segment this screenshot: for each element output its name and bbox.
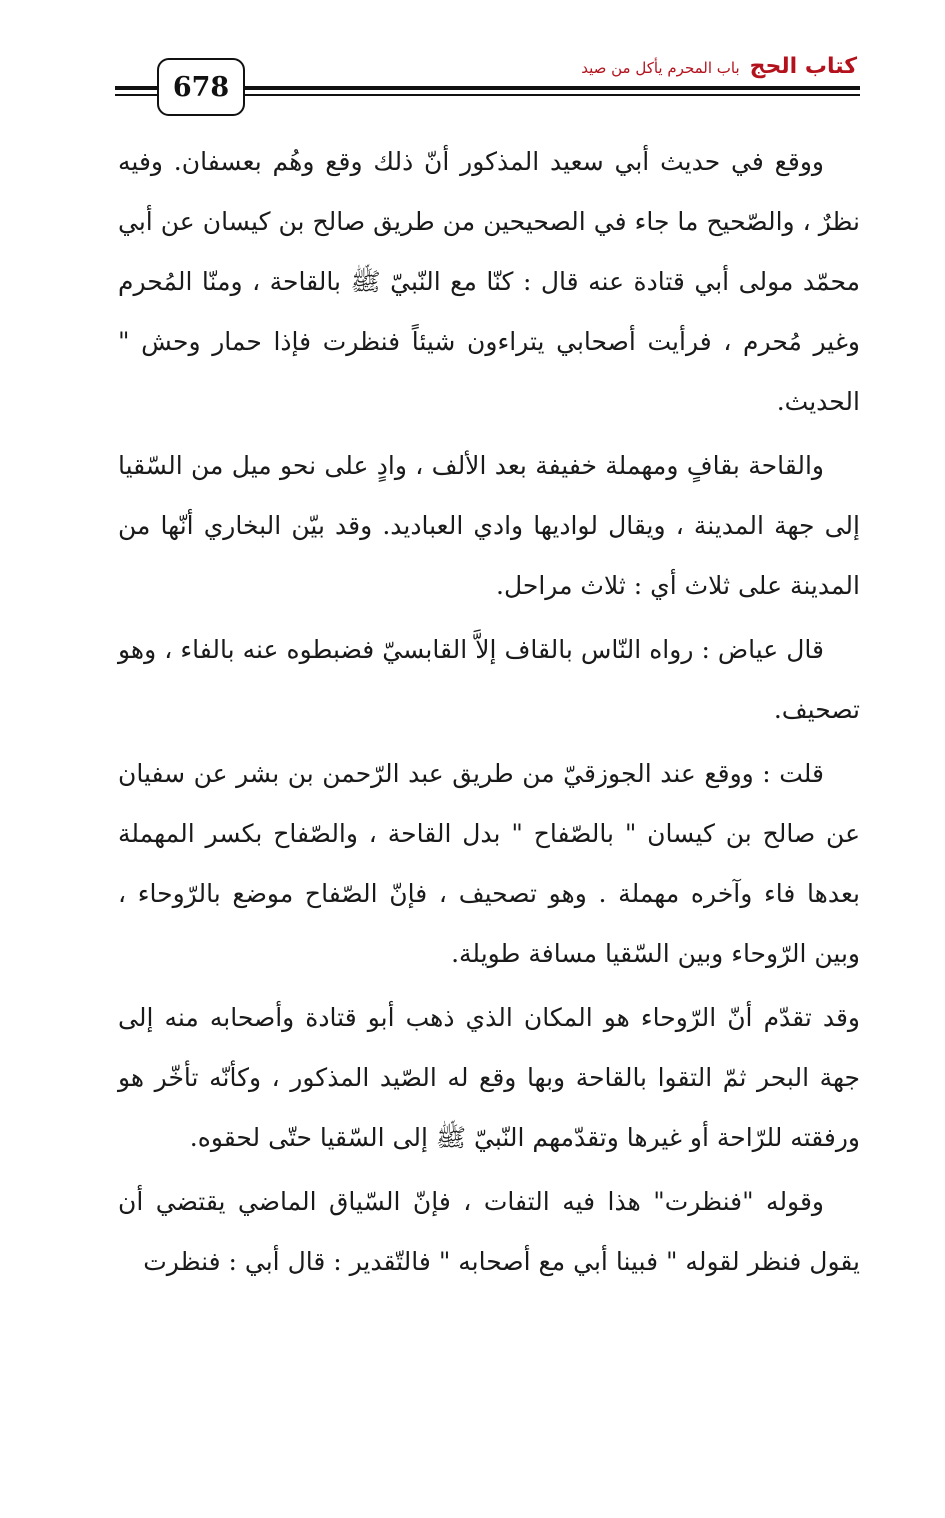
paragraph: وقد تقدّم أنّ الرّوحاء هو المكان الذي ذهب أبو قتادة وأصحابه منه إلى جهة البحر ثمّ التقوا بالقاحة وبها وقع له الصّيد المذكور ، وكأنّه تأخّر هو ورفقته للرّاحة أو غيرها وتقدّمهم النّبيّ ﷺ إلى السّقيا حتّى لحقوه. bbox=[118, 1003, 860, 1152]
page-header bbox=[0, 0, 945, 130]
paragraph: وقوله "فنظرت" هذا فيه التفات ، فإنّ السّياق الماضي يقتضي أن يقول فنظر لقوله " فبينا أبي مع أصحابه " فالتّقدير : قال أبي : فنظرت bbox=[118, 1187, 860, 1276]
paragraph: قلت : ووقع عند الجوزقيّ من طريق عبد الرّحمن بن بشر عن سفيان عن صالح بن كيسان " بالصّفاح " بدل القاحة ، والصّفاح بكسر المهملة بعدها فاء وآخره مهملة . وهو تصحيف ، فإنّ الصّفاح موضع بالرّوحاء ، وبين الرّوحاء وبين السّقيا مسافة طويلة. bbox=[118, 759, 860, 968]
body-text bbox=[118, 132, 860, 1296]
paragraph: ووقع في حديث أبي سعيد المذكور أنّ ذلك وقع وهُم بعسفان. وفيه نظرٌ ، والصّحيح ما جاء في الصحيحين من طريق صالح بن كيسان عن أبي محمّد مولى أبي قتادة عنه قال : كنّا مع النّبيّ ﷺ بالقاحة ، ومنّا المُحرم وغير مُحرم ، فرأيت أصحابي يتراءون شيئاً فنظرت فإذا حمار وحش " الحديث. bbox=[118, 147, 860, 416]
paragraph: والقاحة بقافٍ ومهملة خفيفة بعد الألف ، وادٍ على نحو ميل من السّقيا إلى جهة المدينة ، ويقال لواديها وادي العباديد. وقد بيّن البخاري أنّها من المدينة على ثلاث أي : ثلاث مراحل. bbox=[118, 451, 860, 600]
paragraph: قال عياض : رواه النّاس بالقاف إلاَّ القابسيّ فضبطوه عنه بالفاء ، وهو تصحيف. bbox=[118, 635, 860, 724]
page-number: 678 bbox=[157, 58, 245, 116]
book-title: كتاب الحج bbox=[749, 54, 857, 79]
running-head bbox=[581, 54, 857, 79]
chapter-title: باب المحرم يأكل من صيد bbox=[581, 59, 740, 77]
